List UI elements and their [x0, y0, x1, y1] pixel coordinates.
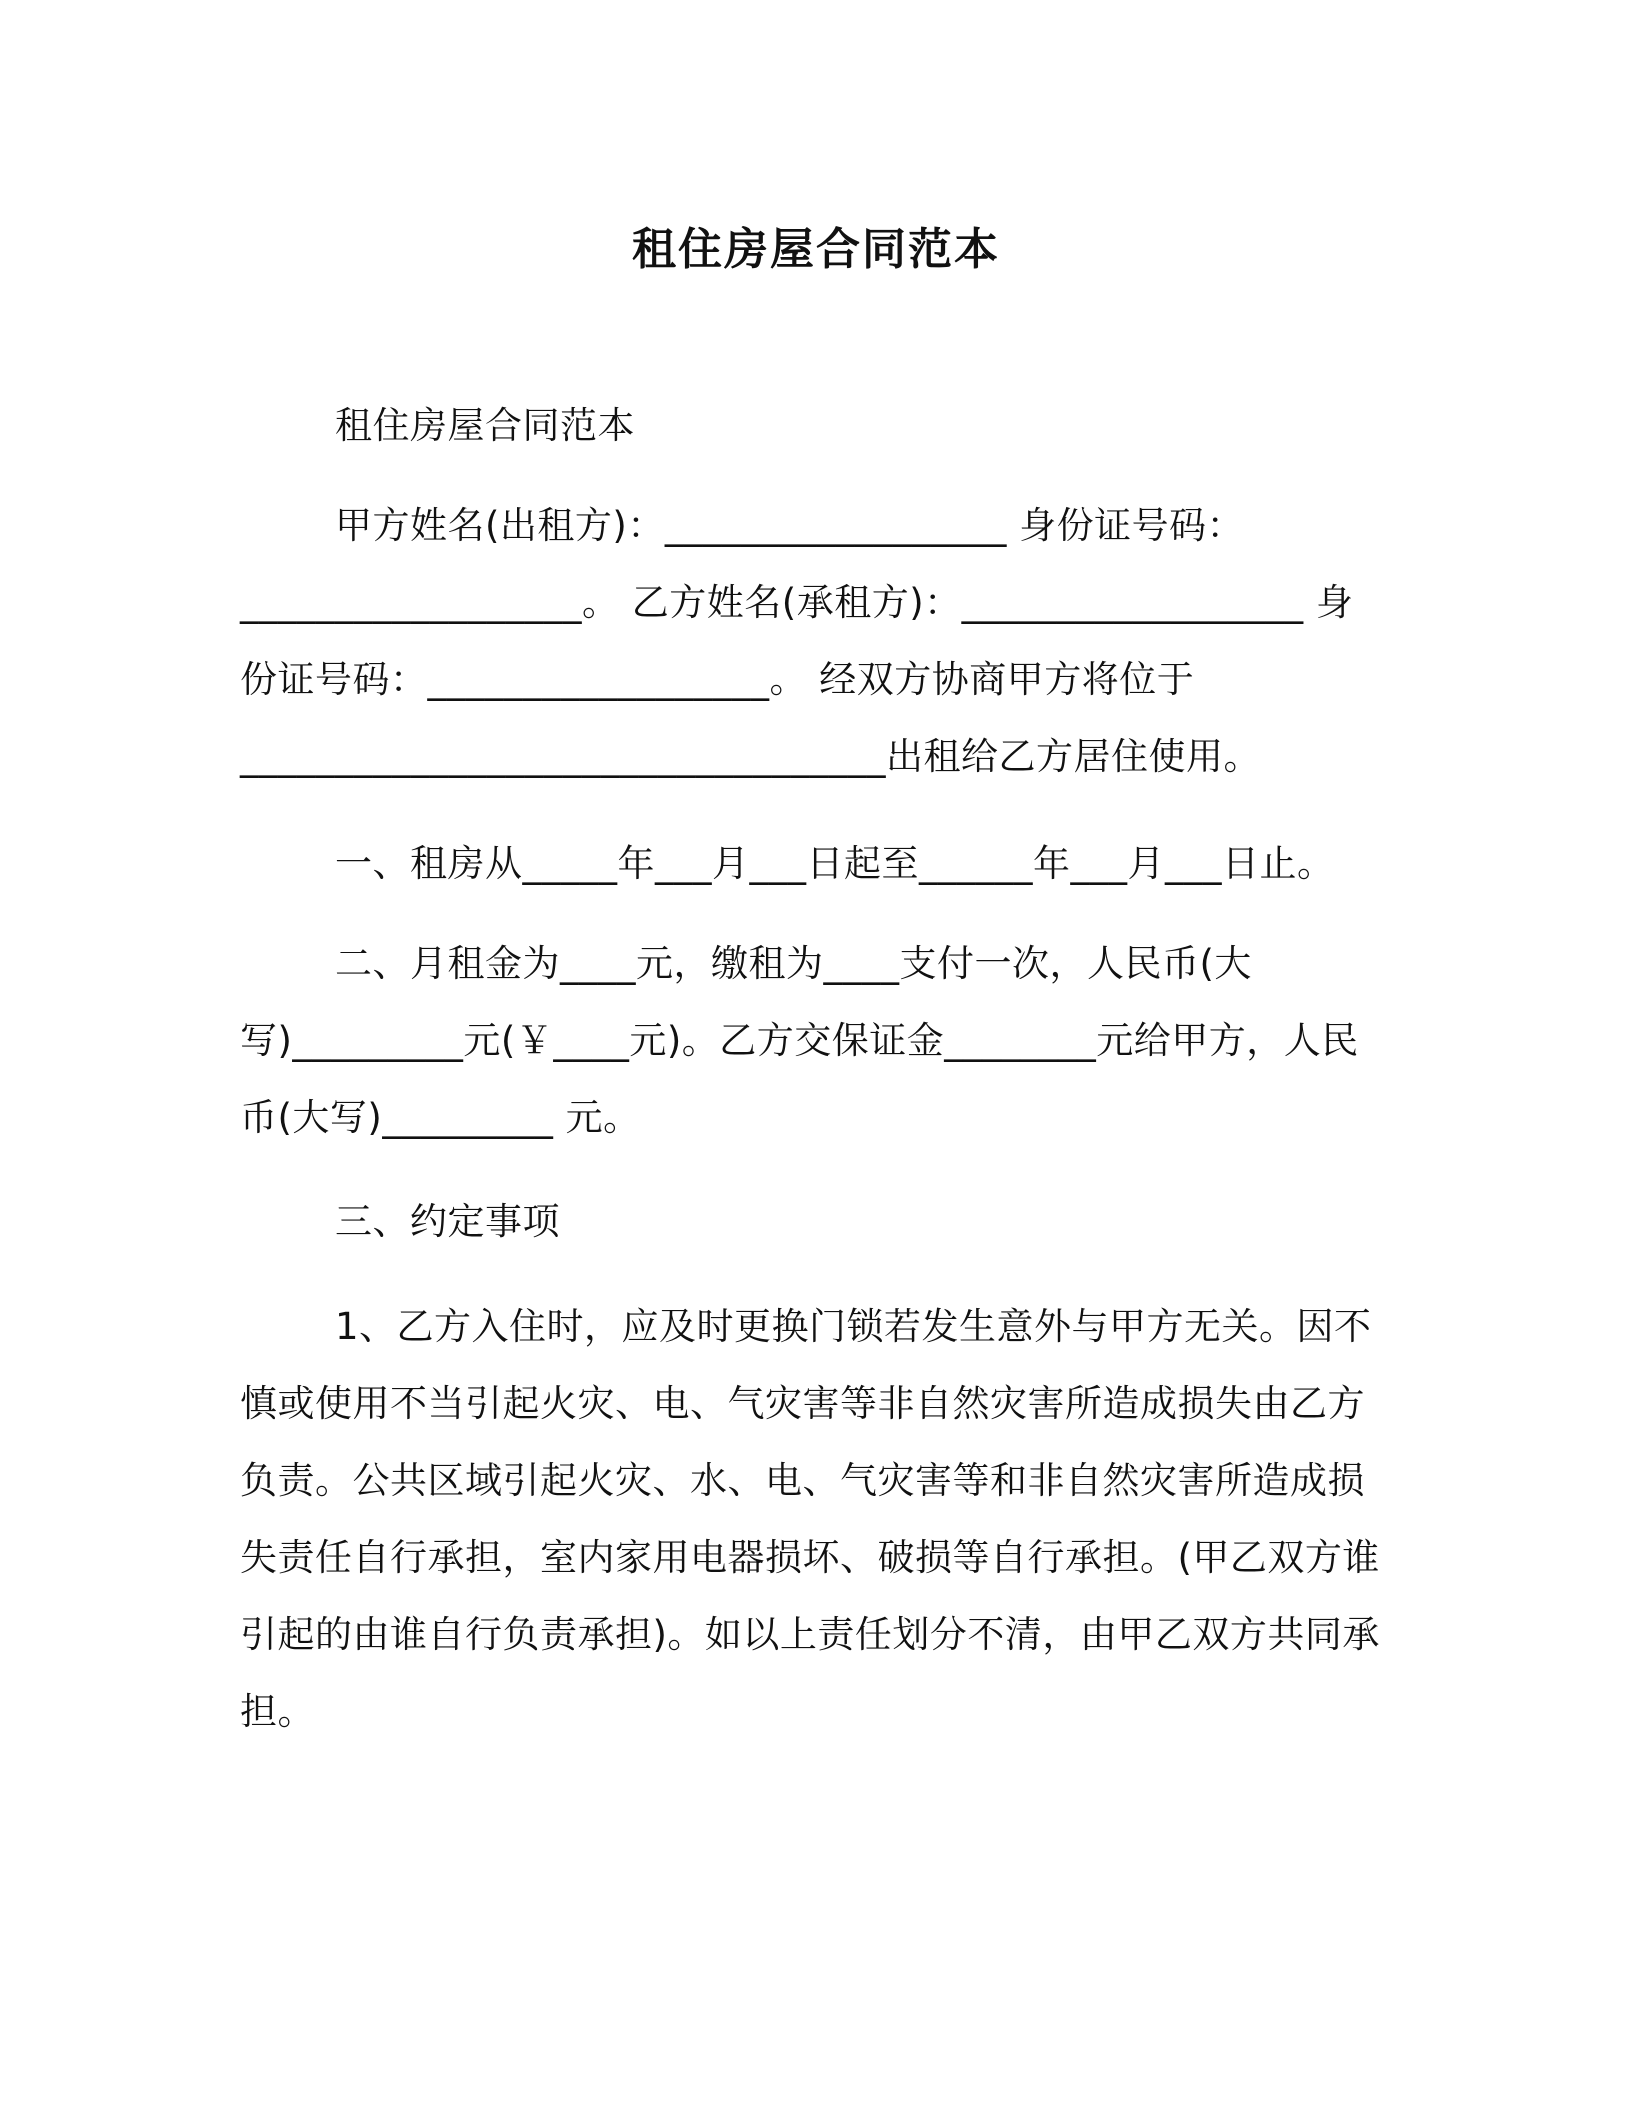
parties-paragraph: 甲方姓名(出租方)：__________________ 身份证号码：__________________。 乙方姓名(承租方)：__________________ 身份证号码：__________________。 经双方协商甲方将位于__________________________________出租给乙方居住使用。	[240, 504, 1354, 778]
document-title: 租住房屋合同范本	[632, 224, 1000, 275]
lease-term-paragraph: 一、租房从_____年___月___日起至______年___月___日止。	[335, 842, 1335, 885]
rent-paragraph: 二、月租金为____元，缴租为____支付一次，人民币(大写)_________元(￥____元)。乙方交保证金________元给甲方，人民币(大写)_________ 元。	[240, 942, 1359, 1139]
agreement-heading: 三、约定事项	[335, 1200, 560, 1243]
clause-1-paragraph: 1、乙方入住时，应及时更换门锁若发生意外与甲方无关。因不慎或使用不当引起火灾、电、气灾害等非自然灾害所造成损失由乙方负责。公共区域引起火灾、水、电、气灾害等和非自然灾害所造成损失责任自行承担，室内家用电器损坏、破损等自行承担。(甲乙双方谁引起的由谁自行负责承担)。如以上责任划分不清，由甲乙双方共同承担。	[240, 1305, 1380, 1733]
document-subtitle: 租住房屋合同范本	[335, 404, 635, 447]
